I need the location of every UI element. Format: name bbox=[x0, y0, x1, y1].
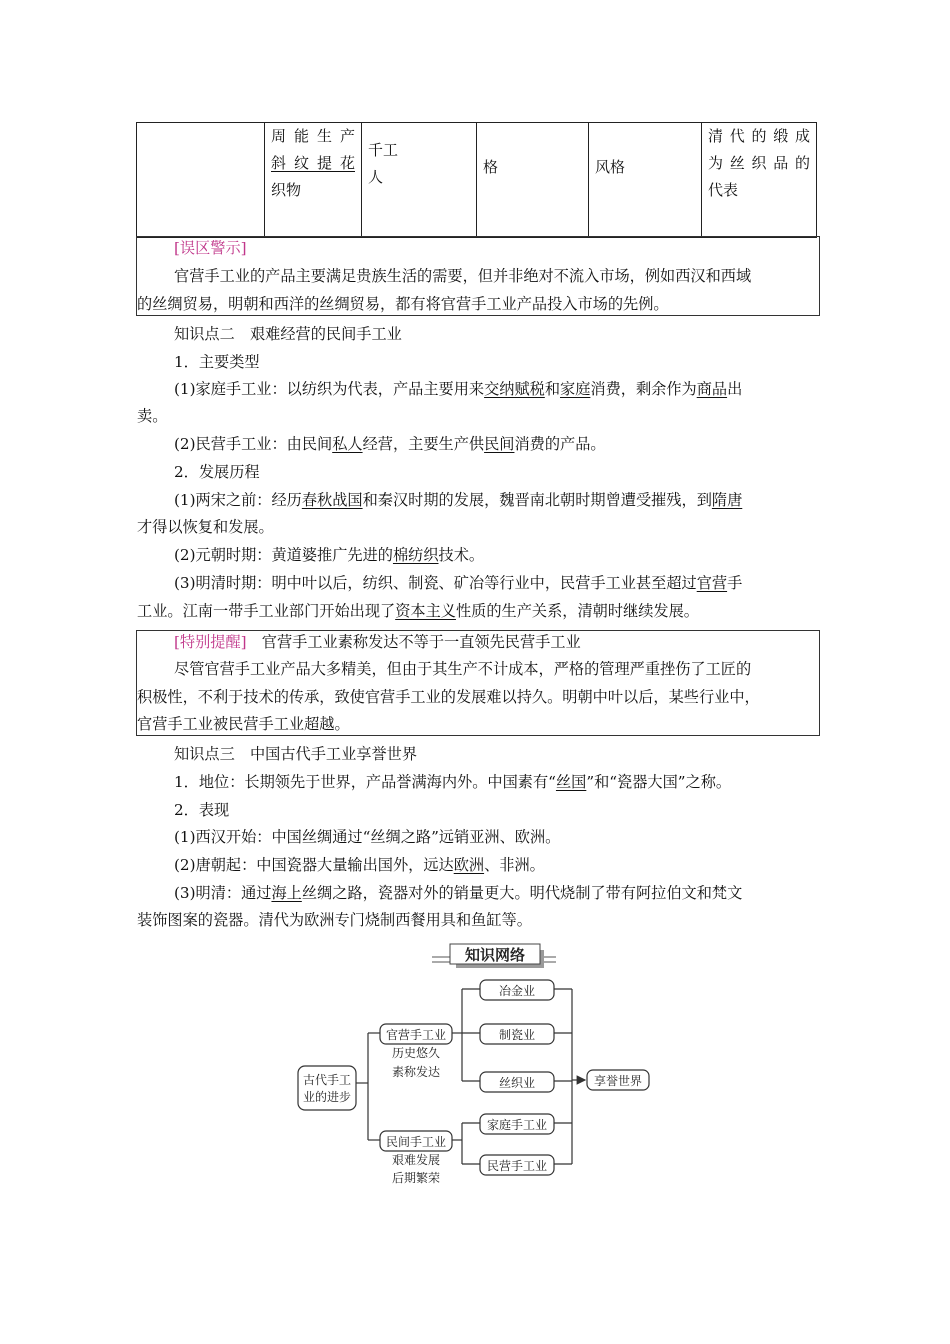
reminder-title: 官营手工业素称发达不等于一直领先民营手工业 bbox=[246, 633, 581, 651]
kp3-para-4-cont: 装饰图案的瓷器。清代为欧洲专门烧制西餐用具和鱼缸等。 bbox=[137, 911, 532, 929]
text: 和 bbox=[544, 380, 561, 398]
text: ”和“瓷器大国”之称。 bbox=[586, 773, 732, 791]
text: 和秦汉时期的发展，魏晋南北朝时期曾遭受摧残，到 bbox=[362, 491, 712, 509]
kp2-section-2: 2．发展历程 bbox=[174, 463, 260, 481]
reminder-line-2: 积极性，不利于技术的传承，致使官营手工业的发展难以持久。明朝中叶以后，某些行业中， bbox=[137, 688, 760, 706]
kp2-para-1-cont: 卖。 bbox=[137, 407, 168, 425]
keyword: 欧洲 bbox=[453, 856, 485, 874]
node-world-label: 享誉世界 bbox=[593, 1074, 643, 1088]
text: (1)家庭手工业：以纺织为代表，产品主要用来 bbox=[174, 380, 485, 398]
cell-line: 千工 bbox=[368, 141, 399, 159]
text: 经营，主要生产供 bbox=[362, 435, 485, 453]
cell-line: 清代的缎成 bbox=[708, 127, 810, 145]
node-official-note-2: 素称发达 bbox=[391, 1065, 441, 1079]
cell-line-underlined: 斜纹提花 bbox=[271, 154, 355, 172]
text: 消费的产品。 bbox=[514, 435, 606, 453]
text: 工业。江南一带手工业部门开始出现了 bbox=[137, 602, 396, 620]
text: 性质的生产关系，清朝时继续发展。 bbox=[455, 602, 699, 620]
kp2-heading: 知识点二 艰难经营的民间手工业 bbox=[174, 325, 402, 343]
network-title-banner bbox=[432, 944, 556, 968]
node-silk-label: 丝织业 bbox=[498, 1076, 536, 1090]
keyword: 交纳赋税 bbox=[484, 380, 545, 398]
cell-line: 人 bbox=[368, 168, 384, 186]
node-porcelain-label: 制瓷业 bbox=[498, 1028, 536, 1042]
text: (3)明清：通过 bbox=[174, 884, 272, 902]
kp3-section-2: 2．表现 bbox=[174, 801, 230, 819]
keyword: 春秋战国 bbox=[301, 491, 363, 509]
node-root-line-2: 业的进步 bbox=[302, 1090, 352, 1104]
text: (2)民营手工业：由民间 bbox=[174, 435, 333, 453]
network-title: 知识网络 bbox=[464, 946, 526, 964]
node-official-handicraft bbox=[380, 1024, 452, 1079]
text: 技术。 bbox=[438, 546, 485, 564]
node-root bbox=[298, 1066, 356, 1110]
node-world-renown bbox=[587, 1070, 649, 1090]
kp3-para-2: (1)西汉开始：中国丝绸通过“丝绸之路”远销亚洲、欧洲。 bbox=[174, 828, 561, 846]
kp2-para-3-cont: 才得以恢复和发展。 bbox=[137, 518, 274, 536]
node-porcelain bbox=[480, 1024, 554, 1044]
warning-tag: [误区警示] bbox=[174, 239, 247, 257]
node-private-note-2: 后期繁荣 bbox=[391, 1171, 441, 1185]
cell-text: 风格 bbox=[595, 157, 626, 176]
text: 丝绸之路，瓷器对外的销量更大。明代烧制了带有阿拉伯文和梵文 bbox=[301, 884, 743, 902]
node-silk bbox=[480, 1072, 554, 1092]
cell-line: 织物 bbox=[271, 181, 302, 199]
keyword: 海上 bbox=[271, 884, 302, 902]
reminder-line-1: 尽管官营手工业产品大多精美，但由于其生产不计成本，严格的管理严重挫伤了工匠的 bbox=[174, 660, 752, 678]
text: (3)明清时期：明中叶以后，纺织、制瓷、矿冶等行业中，民营手工业甚至超过 bbox=[174, 574, 697, 592]
text: 、非洲。 bbox=[484, 856, 545, 874]
node-private-label: 民间手工业 bbox=[385, 1135, 447, 1149]
node-root-line-1: 古代手工 bbox=[302, 1073, 352, 1087]
keyword: 官营 bbox=[696, 574, 728, 592]
text: 1．地位：长期领先于世界，产品誉满海内外。中国素有“ bbox=[174, 773, 556, 791]
node-private-handicraft bbox=[380, 1131, 452, 1185]
reminder-line-3: 官营手工业被民营手工业超越。 bbox=[137, 715, 350, 733]
keyword: 丝国 bbox=[555, 773, 587, 791]
text: (2)唐朝起：中国瓷器大量输出国外，远达 bbox=[174, 856, 454, 874]
text: 消费，剩余作为 bbox=[590, 380, 697, 398]
node-family-handicraft bbox=[480, 1114, 554, 1134]
keyword: 隋唐 bbox=[711, 491, 743, 509]
cell-line: 周能生产 bbox=[271, 127, 355, 145]
node-metallurgy-label: 冶金业 bbox=[498, 984, 536, 998]
text: 手 bbox=[727, 574, 743, 592]
keyword: 棉纺织 bbox=[392, 546, 439, 564]
node-official-label: 官营手工业 bbox=[385, 1028, 447, 1042]
text: 出 bbox=[727, 380, 743, 398]
text: (2)元朝时期：黄道婆推广先进的 bbox=[174, 546, 393, 564]
cell-line: 为丝织品的 bbox=[708, 154, 810, 172]
keyword: 民间 bbox=[484, 435, 515, 453]
warning-line-2: 的丝绸贸易，明朝和西洋的丝绸贸易，都有将官营手工业产品投入市场的先例。 bbox=[137, 295, 669, 313]
reminder-tag: [特别提醒] bbox=[174, 633, 247, 651]
node-private-note-1: 艰难发展 bbox=[391, 1153, 441, 1167]
cell-line: 代表 bbox=[708, 181, 739, 199]
keyword: 资本主义 bbox=[395, 602, 456, 620]
warning-line-1: 官营手工业的产品主要满足贵族生活的需要，但并非绝对不流入市场，例如西汉和西域 bbox=[174, 267, 752, 285]
node-family-label: 家庭手工业 bbox=[486, 1118, 548, 1132]
keyword: 家庭 bbox=[560, 380, 591, 398]
text: (1)两宋之前：经历 bbox=[174, 491, 302, 509]
node-metallurgy bbox=[480, 980, 554, 1000]
node-official-note-1: 历史悠久 bbox=[391, 1046, 441, 1060]
keyword: 商品 bbox=[696, 380, 728, 398]
cell-text: 格 bbox=[483, 157, 499, 176]
node-privately-run bbox=[480, 1155, 554, 1175]
node-privately-run-label: 民营手工业 bbox=[486, 1159, 548, 1173]
kp2-section-1: 1．主要类型 bbox=[174, 353, 260, 371]
keyword: 私人 bbox=[332, 435, 363, 453]
kp3-heading: 知识点三 中国古代手工业享誉世界 bbox=[174, 745, 417, 763]
